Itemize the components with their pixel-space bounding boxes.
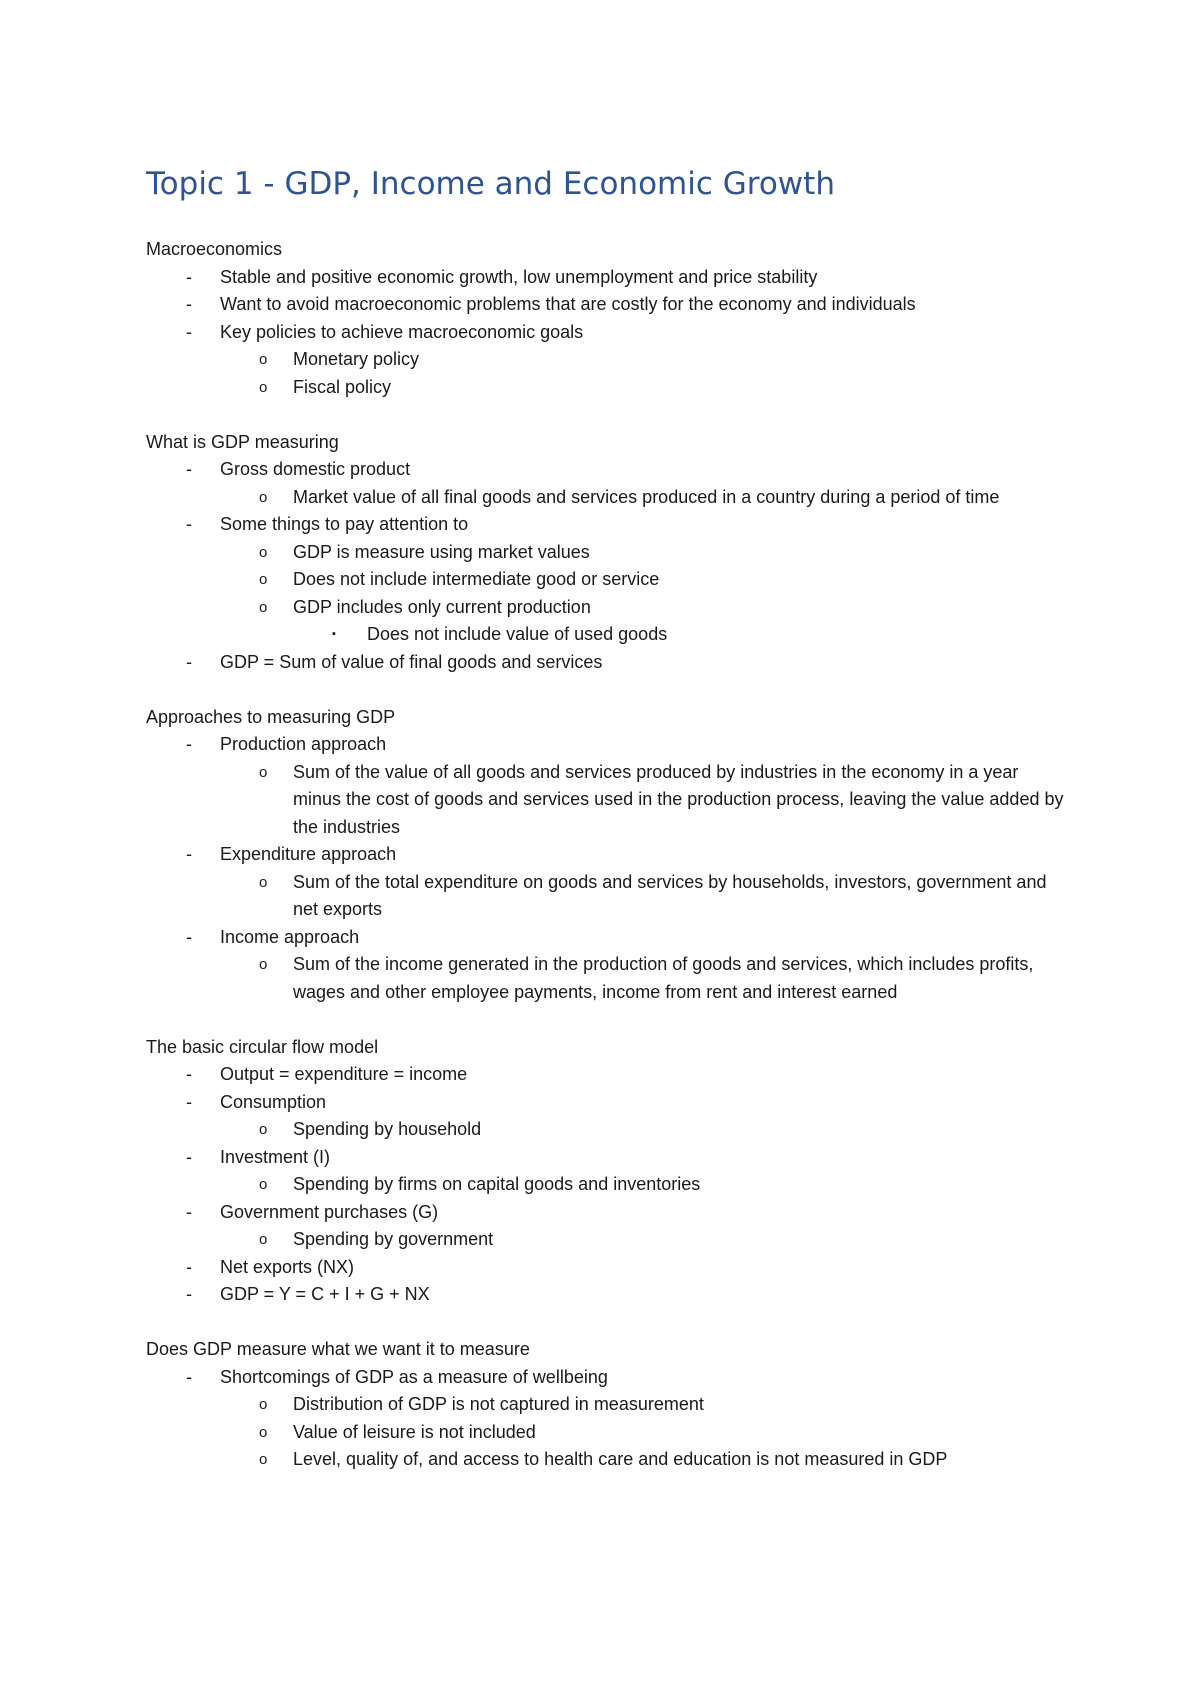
list-item — [146, 759, 1066, 842]
list-item-text: Production approach — [220, 734, 387, 754]
list-item — [146, 1116, 1066, 1144]
list-item — [146, 539, 1066, 567]
list-item — [146, 1419, 1066, 1447]
list-item — [146, 1089, 1066, 1117]
list-item-text: Stable and positive economic growth, low unemployment and price stability — [220, 266, 818, 287]
section — [146, 1336, 1066, 1474]
list-item-text: Does not include value of used goods — [367, 624, 668, 644]
list-item-text: Sum of the total expenditure on goods and services by households, investors, government and net exports — [293, 871, 1047, 919]
list-item-text: GDP = Sum of value of final goods and services — [220, 651, 603, 672]
section — [146, 704, 1066, 1007]
circle-bullet-icon: o — [259, 1423, 268, 1441]
list-item — [146, 511, 1066, 539]
list-item-text: Value of leisure is not included — [293, 1421, 536, 1442]
dash-bullet-icon: - — [186, 266, 192, 287]
list-item — [146, 621, 1066, 649]
circle-bullet-icon: o — [259, 1396, 268, 1413]
list-item — [146, 1199, 1066, 1227]
circle-bullet-icon: o — [259, 488, 268, 506]
list-item-text: Government purchases (G) — [220, 1201, 439, 1222]
list-item-text: Output = expenditure = income — [220, 1064, 468, 1084]
section-heading: Macroeconomics — [146, 239, 283, 259]
circle-bullet-icon: o — [259, 763, 268, 781]
list-item — [146, 1171, 1066, 1199]
circle-bullet-icon: o — [259, 378, 268, 396]
list-item — [146, 1281, 1066, 1309]
section-heading: Does GDP measure what we want it to measure — [146, 1339, 530, 1359]
list-item — [146, 484, 1066, 512]
list-item — [146, 374, 1066, 402]
list-item — [146, 649, 1066, 677]
list-item-text: Key policies to achieve macroeconomic goals — [220, 321, 584, 342]
dash-bullet-icon: - — [186, 321, 192, 342]
dash-bullet-icon: - — [186, 1091, 192, 1112]
dash-bullet-icon: - — [186, 459, 192, 479]
list-item-text: GDP includes only current production — [293, 596, 591, 617]
list-item — [146, 869, 1066, 924]
section — [146, 236, 1066, 401]
list-item-text: Spending by government — [293, 1229, 494, 1249]
list-item — [146, 731, 1066, 759]
list-item — [146, 1254, 1066, 1282]
list-item-text: Does not include intermediate good or service — [293, 569, 660, 589]
section-heading: What is GDP measuring — [146, 431, 339, 452]
circle-bullet-icon: o — [259, 1231, 268, 1248]
circle-bullet-icon: o — [259, 1121, 268, 1138]
circle-bullet-icon: o — [259, 351, 268, 368]
circle-bullet-icon: o — [259, 571, 268, 588]
list-item — [146, 841, 1066, 869]
section — [146, 1034, 1066, 1309]
list-item — [146, 456, 1066, 484]
list-item-text: Distribution of GDP is not captured in measurement — [293, 1394, 704, 1414]
dash-bullet-icon: - — [186, 1256, 192, 1277]
list-item — [146, 1364, 1066, 1392]
list-item-text: Monetary policy — [293, 349, 420, 369]
dash-bullet-icon: - — [186, 294, 192, 314]
page-title: Topic 1 - GDP, Income and Economic Growth — [146, 166, 835, 202]
list-item-text: Income approach — [220, 926, 360, 947]
list-item — [146, 346, 1066, 374]
list-item — [146, 1226, 1066, 1254]
list-item-text: Level, quality of, and access to health care and education is not measured in GDP — [293, 1449, 948, 1469]
list-item — [146, 924, 1066, 952]
circle-bullet-icon: o — [259, 1451, 268, 1468]
list-item — [146, 291, 1066, 319]
circle-bullet-icon: o — [259, 598, 268, 616]
circle-bullet-icon: o — [259, 956, 268, 973]
list-item — [146, 1446, 1066, 1474]
list-item-text: Want to avoid macroeconomic problems that are costly for the economy and individuals — [220, 294, 916, 314]
document-body — [146, 236, 1066, 1501]
dash-bullet-icon: - — [186, 926, 192, 947]
list-item — [146, 264, 1066, 292]
dash-bullet-icon: - — [186, 1146, 192, 1167]
list-item-text: Spending by household — [293, 1119, 482, 1139]
list-item-text: Market value of all final goods and services produced in a country during a period of time — [293, 486, 1000, 507]
list-item-text: GDP = Y = C + I + G + NX — [220, 1284, 430, 1304]
list-item-text: Spending by firms on capital goods and inventories — [293, 1174, 701, 1194]
section-heading: The basic circular flow model — [146, 1036, 379, 1057]
list-item — [146, 951, 1066, 1006]
list-item-text: GDP is measure using market values — [293, 541, 590, 562]
list-item-text: Shortcomings of GDP as a measure of wellbeing — [220, 1366, 608, 1387]
list-item-text: Some things to pay attention to — [220, 514, 469, 534]
list-item — [146, 594, 1066, 622]
list-item — [146, 1144, 1066, 1172]
list-item-text: Consumption — [220, 1091, 327, 1112]
dash-bullet-icon: - — [186, 651, 192, 672]
dash-bullet-icon: - — [186, 734, 192, 754]
list-item-text: Expenditure approach — [220, 844, 397, 864]
dash-bullet-icon: - — [186, 1284, 192, 1304]
list-item-text: Fiscal policy — [293, 376, 392, 397]
dash-bullet-icon: - — [186, 1201, 192, 1222]
dash-bullet-icon: - — [186, 1064, 192, 1084]
section-heading: Approaches to measuring GDP — [146, 706, 396, 727]
circle-bullet-icon: o — [259, 1176, 268, 1193]
list-item — [146, 1391, 1066, 1419]
dash-bullet-icon: - — [186, 514, 192, 534]
list-item — [146, 319, 1066, 347]
dash-bullet-icon: - — [186, 844, 192, 864]
square-bullet-icon: ▪ — [332, 628, 336, 640]
list-item-text: Gross domestic product — [220, 459, 411, 479]
circle-bullet-icon: o — [259, 873, 268, 891]
list-item-text: Sum of the value of all goods and services produced by industries in the economy in a year minus the cost of goods and services used in the production process, leaving the value added by the industries — [293, 761, 1064, 837]
list-item — [146, 566, 1066, 594]
list-item-text: Investment (I) — [220, 1146, 331, 1167]
dash-bullet-icon: - — [186, 1366, 192, 1387]
list-item-text: Sum of the income generated in the production of goods and services, which includes profits, wages and other employee payments, income from rent and interest earned — [293, 954, 1034, 1002]
circle-bullet-icon: o — [259, 543, 268, 561]
section — [146, 429, 1066, 677]
list-item — [146, 1061, 1066, 1089]
list-item-text: Net exports (NX) — [220, 1256, 355, 1277]
